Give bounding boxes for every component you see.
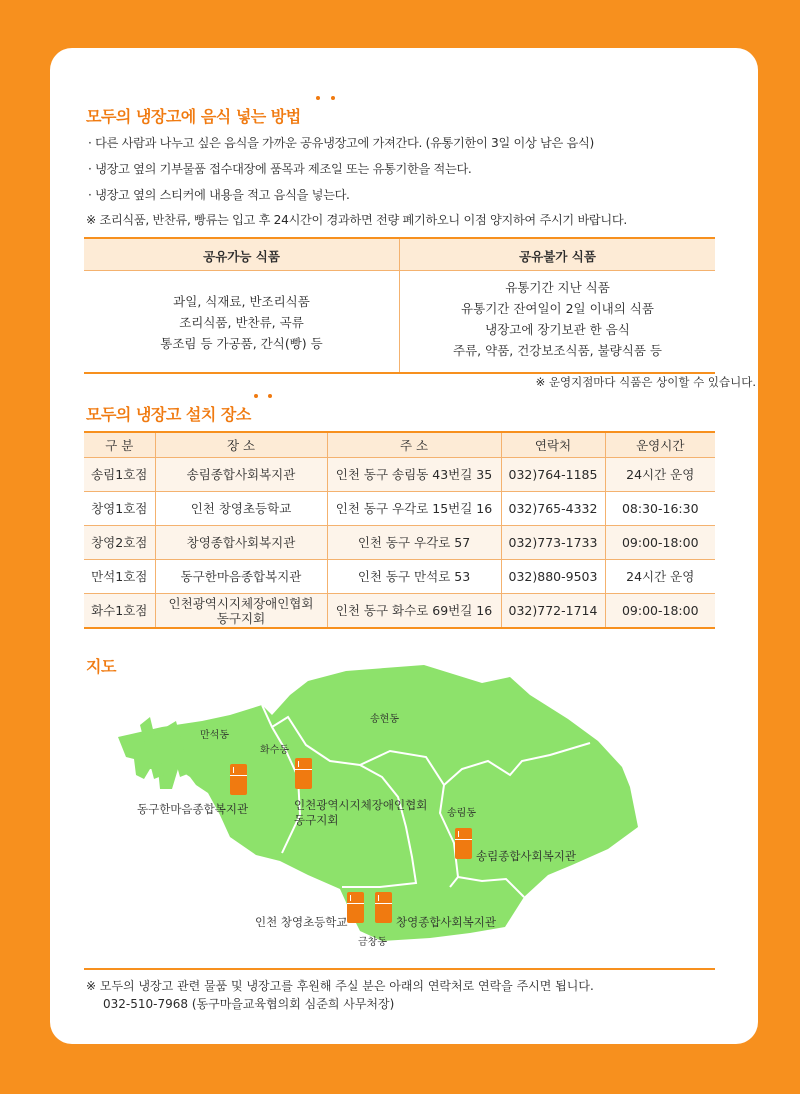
place-cell: 동구한마음종합복지관	[155, 560, 327, 594]
hours-cell: 09:00-18:00	[605, 526, 715, 560]
phone-cell: 032)773-1733	[501, 526, 605, 560]
share-table-note: ※ 운영지점마다 식품은 상이할 수 있습니다.	[535, 375, 756, 389]
table-row	[84, 560, 715, 594]
list-item: 유통기간 지난 식품	[505, 280, 610, 295]
hours-cell: 09:00-18:00	[605, 594, 715, 629]
instruction-line: · 냉장고 옆의 기부물품 접수대장에 품목과 제조일 또는 유통기한을 적는다.	[88, 162, 472, 176]
branch-cell: 만석1호점	[84, 560, 155, 594]
address-cell: 인천 동구 만석로 53	[327, 560, 501, 594]
fridge-icon	[295, 758, 312, 789]
banned-list	[400, 277, 715, 361]
hours-cell: 24시간 운영	[605, 458, 715, 492]
address-cell: 인천 동구 우각로 57	[327, 526, 501, 560]
table-row	[84, 526, 715, 560]
place-cell: 인천 창영초등학교	[155, 492, 327, 526]
instruction-line: · 다른 사람과 나누고 싶은 음식을 가까운 공유냉장고에 가져간다. (유통기한이 3일 이상 남은 음식)	[88, 136, 594, 150]
address-cell: 인천 동구 송림동 43번길 35	[327, 458, 501, 492]
table-row	[84, 492, 715, 526]
place-label: 인천광역시지체장애인협회	[294, 798, 428, 812]
place-cell: 송림종합사회복지관	[155, 458, 327, 492]
place-cell: 창영종합사회복지관	[155, 526, 327, 560]
address-cell: 인천 동구 화수로 69번길 16	[327, 594, 501, 629]
footer-contact: 032-510-7968 (동구마을교육협의회 심준희 사무처장)	[103, 997, 395, 1011]
branch-cell: 창영2호점	[84, 526, 155, 560]
list-item: 과일, 식재료, 반조리식품	[173, 294, 310, 309]
list-item: 유통기간 잔여일이 2일 이내의 식품	[461, 301, 654, 316]
place-label: 창영종합사회복지관	[396, 915, 496, 929]
district-label: 송현동	[370, 714, 399, 725]
column-header: 운영시간	[605, 432, 715, 458]
allowed-list	[84, 291, 399, 354]
fridge-icon	[455, 828, 472, 859]
branch-cell: 화수1호점	[84, 594, 155, 629]
hours-cell: 08:30-16:30	[605, 492, 715, 526]
table-row	[84, 594, 715, 629]
food-sharing-table	[84, 237, 715, 374]
list-item: 주류, 약품, 건강보조식품, 불량식품 등	[453, 343, 662, 358]
branch-cell: 창영1호점	[84, 492, 155, 526]
table-row	[84, 458, 715, 492]
branch-cell: 송림1호점	[84, 458, 155, 492]
emphasis-dot	[331, 96, 335, 100]
address-cell: 인천 동구 우각로 15번길 16	[327, 492, 501, 526]
phone-cell: 032)765-4332	[501, 492, 605, 526]
district-label: 송림동	[447, 808, 476, 819]
footer-note: ※ 모두의 냉장고 관련 물품 및 냉장고를 후원해 주실 분은 아래의 연락처로 연락을 주시면 됩니다.	[86, 979, 594, 993]
place-label: 송림종합사회복지관	[476, 849, 576, 863]
emphasis-dot	[316, 96, 320, 100]
column-header: 주 소	[327, 432, 501, 458]
instruction-line: · 냉장고 옆의 스티커에 내용을 적고 음식을 넣는다.	[88, 188, 350, 202]
place-cell: 인천광역시지체장애인협회 동구지회	[155, 594, 327, 629]
column-header: 구 분	[84, 432, 155, 458]
district-label: 금창동	[358, 937, 387, 948]
phone-cell: 032)880-9503	[501, 560, 605, 594]
locations-table	[84, 431, 715, 629]
list-item: 조리식품, 반찬류, 곡류	[179, 315, 304, 330]
hours-cell: 24시간 운영	[605, 560, 715, 594]
banned-header: 공유불가 식품	[519, 249, 596, 264]
emphasis-dot	[254, 394, 258, 398]
section-title-how-to: 모두의 냉장고에 음식 넣는 방법	[86, 107, 301, 126]
warning-line: ※ 조리식품, 반찬류, 빵류는 입고 후 24시간이 경과하면 전량 폐기하오니 이점 양지하여 주시기 바랍니다.	[86, 213, 627, 227]
phone-cell: 032)764-1185	[501, 458, 605, 492]
table-header-row	[84, 432, 715, 458]
column-header: 장 소	[155, 432, 327, 458]
district-label: 화수동	[260, 745, 289, 756]
allowed-header: 공유가능 식품	[203, 249, 280, 264]
place-label: 인천 창영초등학교	[255, 915, 348, 929]
map-title: 지도	[86, 657, 116, 676]
fridge-icon	[375, 892, 392, 923]
place-label: 동구한마음종합복지관	[137, 802, 249, 816]
section-title-locations: 모두의 냉장고 설치 장소	[86, 405, 251, 424]
list-item: 통조림 등 가공품, 간식(빵) 등	[160, 336, 323, 351]
fridge-icon	[230, 764, 247, 795]
fridge-icon	[347, 892, 364, 923]
district-label: 만석동	[200, 730, 229, 741]
emphasis-dot	[268, 394, 272, 398]
footer-divider	[84, 968, 715, 970]
place-label: 동구지회	[294, 813, 339, 827]
column-header: 연락처	[501, 432, 605, 458]
phone-cell: 032)772-1714	[501, 594, 605, 629]
list-item: 냉장고에 장기보관 한 음식	[485, 322, 630, 337]
